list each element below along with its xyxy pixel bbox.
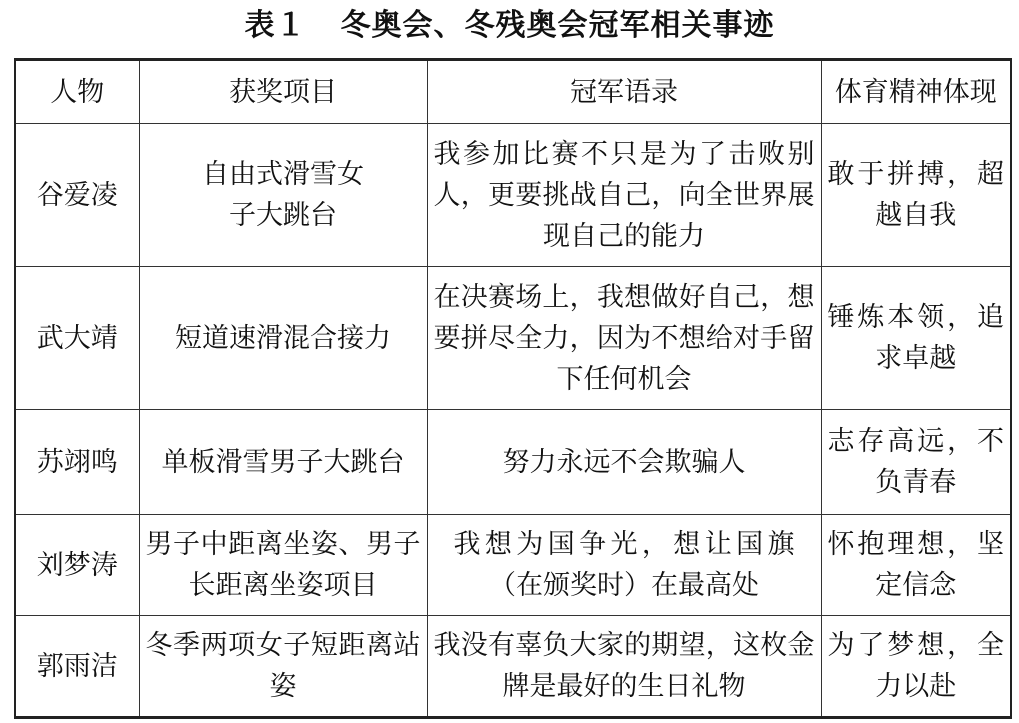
cell-person: 刘梦涛 <box>15 515 139 616</box>
cell-spirit: 为了梦想，全力以赴 <box>821 616 1011 718</box>
champions-table <box>14 58 1012 719</box>
cell-quote: 我没有辜负大家的期望，这枚金牌是最好的生日礼物 <box>427 616 821 718</box>
cell-spirit: 敢于拼搏，超越自我 <box>821 124 1011 267</box>
header-row <box>15 60 1011 124</box>
header-event: 获奖项目 <box>139 60 427 124</box>
table-row <box>15 267 1011 410</box>
cell-quote: 在决赛场上，我想做好自己，想要拼尽全力，因为不想给对手留下任何机会 <box>427 267 821 410</box>
cell-event: 短道速滑混合接力 <box>139 267 427 410</box>
cell-person: 郭雨洁 <box>15 616 139 718</box>
table-row <box>15 515 1011 616</box>
header-person: 人物 <box>15 60 139 124</box>
cell-quote: 我想为国争光，想让国旗（在颁奖时）在最高处 <box>427 515 821 616</box>
table-number: 表１ <box>244 8 307 43</box>
table-caption <box>0 4 1019 48</box>
cell-spirit: 锤炼本领，追求卓越 <box>821 267 1011 410</box>
cell-person: 谷爱凌 <box>15 124 139 267</box>
table-row <box>15 410 1011 515</box>
cell-event: 冬季两项女子短距离站姿 <box>139 616 427 718</box>
cell-spirit: 怀抱理想，坚定信念 <box>821 515 1011 616</box>
cell-quote: 我参加比赛不只是为了击败别人，更要挑战自己，向全世界展现自己的能力 <box>427 124 821 267</box>
header-spirit: 体育精神体现 <box>821 60 1011 124</box>
cell-person: 苏翊鸣 <box>15 410 139 515</box>
cell-quote: 努力永远不会欺骗人 <box>427 410 821 515</box>
cell-event: 自由式滑雪女子大跳台 <box>139 124 427 267</box>
cell-event: 单板滑雪男子大跳台 <box>139 410 427 515</box>
table-row <box>15 124 1011 267</box>
table-title: 冬奥会、冬残奥会冠军相关事迹 <box>340 8 775 43</box>
cell-person: 武大靖 <box>15 267 139 410</box>
table-row <box>15 616 1011 718</box>
cell-spirit: 志存高远，不负青春 <box>821 410 1011 515</box>
cell-event: 男子中距离坐姿、男子长距离坐姿项目 <box>139 515 427 616</box>
header-quote: 冠军语录 <box>427 60 821 124</box>
